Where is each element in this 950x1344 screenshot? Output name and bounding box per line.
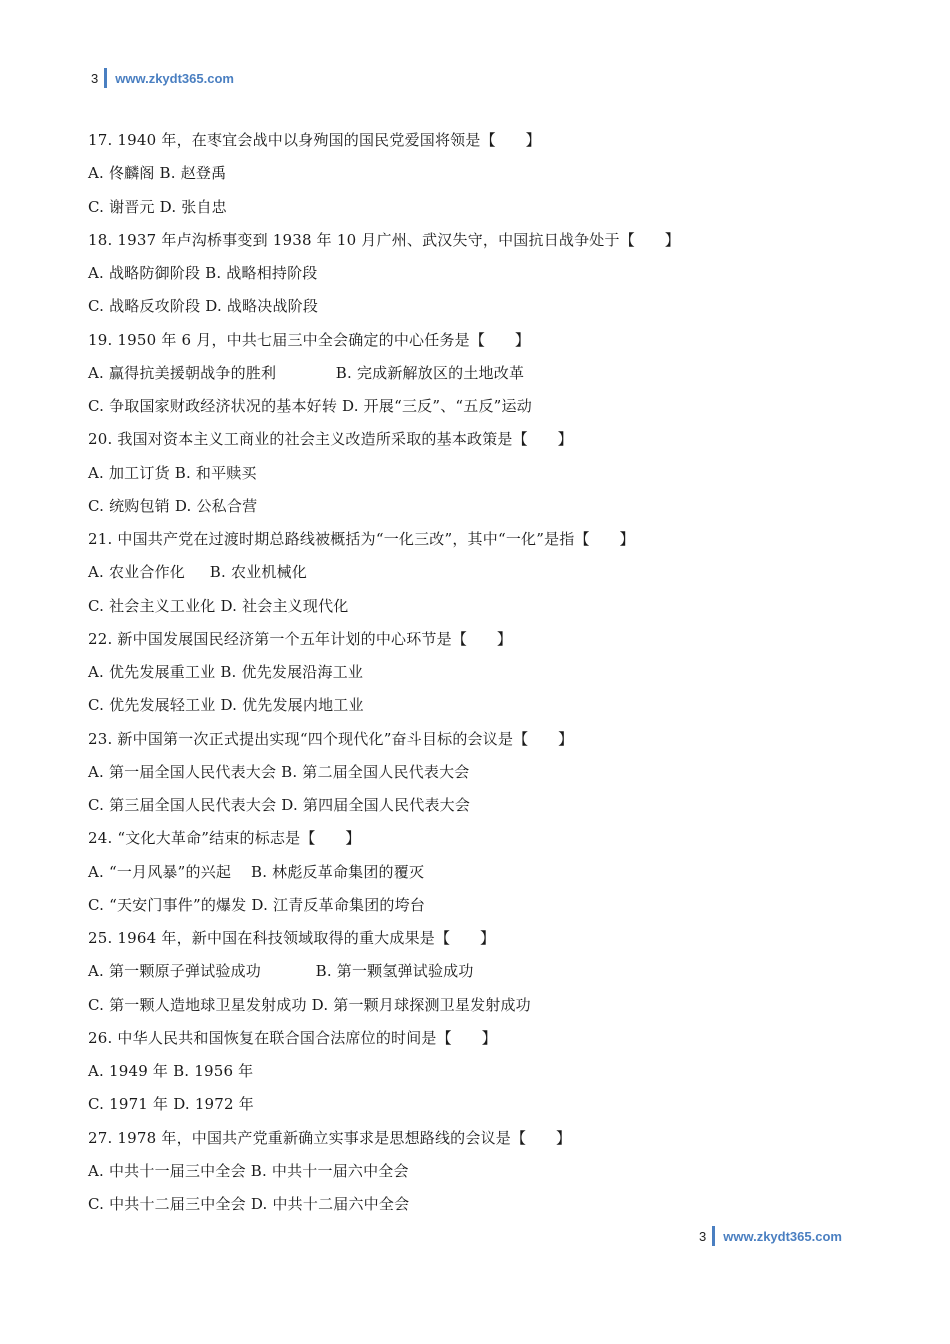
question-24-options-ab: A. “一月风暴”的兴起 B. 林彪反革命集团的覆灭	[88, 862, 425, 881]
page-footer	[699, 1226, 842, 1246]
question-24-options-cd: C. “天安门事件”的爆发 D. 江青反革命集团的垮台	[88, 895, 426, 914]
question-21: 21. 中国共产党在过渡时期总路线被概括为“一化三改”，其中“一化”是指【 】	[88, 530, 635, 548]
question-17: 17. 1940 年，在枣宜会战中以身殉国的国民党爱国将领是【 】	[88, 131, 541, 149]
footer-page-number: 3	[699, 1228, 707, 1244]
question-24: 24. “文化大革命”结束的标志是【 】	[88, 829, 361, 848]
question-26-options-ab: A. 1949 年 B. 1956 年	[88, 1062, 254, 1080]
question-19: 19. 1950 年 6 月，中共七届三中全会确定的中心任务是【 】	[88, 330, 531, 349]
question-27-options-ab: A. 中共十一届三中全会 B. 中共十一届六中全会	[88, 1161, 409, 1180]
question-list	[88, 124, 888, 1221]
question-27-options-cd: C. 中共十二届三中全会 D. 中共十二届六中全会	[88, 1195, 410, 1213]
question-22-options-cd: C. 优先发展轻工业 D. 优先发展内地工业	[88, 696, 364, 715]
question-21-options-cd: C. 社会主义工业化 D. 社会主义现代化	[88, 596, 349, 615]
question-20-options-cd: C. 统购包销 D. 公私合营	[88, 496, 258, 515]
question-25-options-ab: A. 第一颗原子弹试验成功 B. 第一颗氢弹试验成功	[88, 962, 474, 981]
question-18-options-ab: A. 战略防御阶段 B. 战略相持阶段	[88, 264, 318, 282]
question-18-options-cd: C. 战略反攻阶段 D. 战略决战阶段	[88, 297, 319, 316]
question-17-options-ab: A. 佟麟阁 B. 赵登禹	[88, 164, 227, 183]
question-23: 23. 新中国第一次正式提出实现“四个现代化”奋斗目标的会议是【 】	[88, 729, 574, 748]
question-21-options-ab: A. 农业合作化 B. 农业机械化	[88, 563, 307, 582]
header-site-url[interactable]: www.zkydt365.com	[115, 70, 234, 86]
question-18: 18. 1937 年卢沟桥事变到 1938 年 10 月广州、武汉失守，中国抗日战争处于【 】	[88, 230, 680, 249]
question-20-options-ab: A. 加工订货 B. 和平赎买	[88, 463, 257, 482]
question-20: 20. 我国对资本主义工商业的社会主义改造所采取的基本政策是【 】	[88, 430, 573, 449]
question-27: 27. 1978 年，中国共产党重新确立实事求是思想路线的会议是【 】	[88, 1128, 572, 1147]
question-19-options-cd: C. 争取国家财政经济状况的基本好转 D. 开展“三反”、“五反”运动	[88, 397, 532, 415]
question-19-options-ab: A. 赢得抗美援朝战争的胜利 B. 完成新解放区的土地改革	[88, 363, 525, 382]
question-26-options-cd: C. 1971 年 D. 1972 年	[88, 1095, 254, 1114]
question-17-options-cd: C. 谢晋元 D. 张自忠	[88, 197, 227, 216]
footer-divider	[712, 1226, 715, 1246]
footer-site-url[interactable]: www.zkydt365.com	[723, 1228, 842, 1244]
header-page-number: 3	[91, 70, 99, 86]
question-22: 22. 新中国发展国民经济第一个五年计划的中心环节是【 】	[88, 629, 513, 648]
question-25-options-cd: C. 第一颗人造地球卫星发射成功 D. 第一颗月球探测卫星发射成功	[88, 995, 531, 1014]
page-header	[91, 68, 234, 88]
question-25: 25. 1964 年，新中国在科技领域取得的重大成果是【 】	[88, 929, 496, 947]
question-26: 26. 中华人民共和国恢复在联合国合法席位的时间是【 】	[88, 1028, 497, 1047]
question-22-options-ab: A. 优先发展重工业 B. 优先发展沿海工业	[88, 663, 364, 681]
question-23-options-cd: C. 第三届全国人民代表大会 D. 第四届全国人民代表大会	[88, 796, 471, 814]
question-23-options-ab: A. 第一届全国人民代表大会 B. 第二届全国人民代表大会	[88, 762, 470, 781]
header-divider	[104, 68, 107, 88]
